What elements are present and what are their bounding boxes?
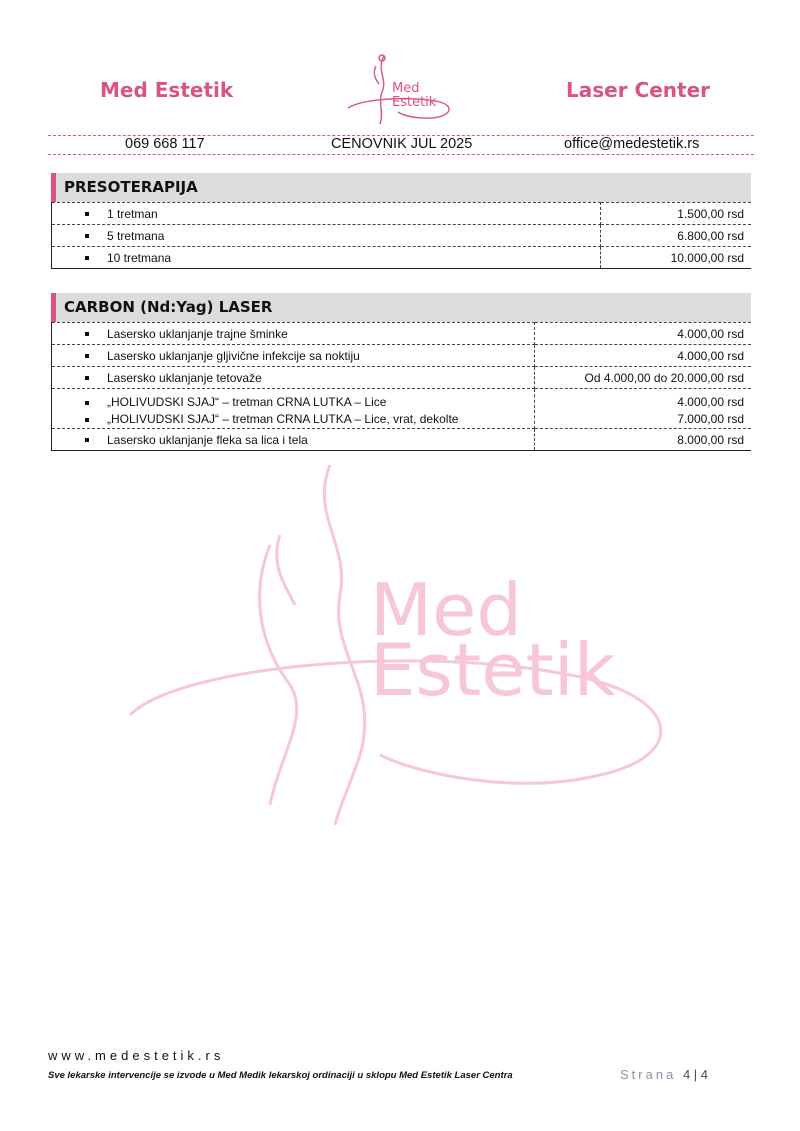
price-list-title: CENOVNIK JUL 2025: [331, 136, 473, 152]
contact-email: office@medestetik.rs: [564, 136, 700, 152]
treatment-price: Od 4.000,00 do 20.000,00 rsd: [584, 370, 744, 385]
treatment-name: Lasersko uklanjanje tetovaže: [107, 370, 262, 385]
med-estetik-logo: [344, 50, 456, 130]
treatment-name: „HOLIVUDSKI SJAJ“ – tretman CRNA LUTKA – Lice: [107, 395, 387, 409]
page-number: [620, 1067, 708, 1082]
watermark-text-estetik: Estetik: [370, 628, 616, 712]
price-table: [51, 322, 751, 451]
table-row: [52, 389, 752, 429]
bullet-icon: [85, 438, 89, 442]
treatment-name: „HOLIVUDSKI SJAJ“ – tretman CRNA LUTKA – Lice, vrat, dekolte: [107, 412, 459, 426]
table-row: [52, 429, 752, 451]
treatment-price: 6.800,00 rsd: [677, 228, 744, 243]
logo-text-med: Med: [392, 81, 420, 96]
table-row: [52, 323, 752, 345]
bullet-icon: [85, 354, 89, 358]
bullet-icon: [85, 332, 89, 336]
watermark-logo: [120, 455, 680, 825]
page-number-value: 4 | 4: [682, 1067, 708, 1082]
brand-right: Laser Center: [566, 78, 711, 102]
treatment-price: 4.000,00 rsd: [677, 326, 744, 341]
treatment-name: Lasersko uklanjanje gljivične infekcije sa noktiju: [107, 348, 360, 363]
page-label: Strana: [620, 1067, 677, 1082]
footer-note: Sve lekarske intervencije se izvode u Med Medik lekarskoj ordinaciji u sklopu Med Estetik Laser Centra: [48, 1070, 513, 1081]
contact-phone: 069 668 117: [125, 136, 205, 152]
treatment-name: 10 tretmana: [107, 250, 172, 265]
treatment-price: 4.000,00 rsd: [677, 395, 744, 409]
bullet-icon: [85, 234, 89, 238]
footer-website: www.medestetik.rs: [48, 1048, 225, 1063]
brand-left: Med Estetik: [100, 78, 234, 102]
treatment-price: 10.000,00 rsd: [670, 250, 744, 265]
section-carbon-laser: [51, 293, 751, 451]
bullet-icon: [85, 376, 89, 380]
section-presoterapija: [51, 173, 751, 269]
treatment-name: Lasersko uklanjanje fleka sa lica i tela: [107, 432, 308, 447]
treatment-price: 1.500,00 rsd: [677, 206, 744, 221]
bullet-icon: [85, 418, 89, 422]
table-row: [52, 203, 752, 225]
table-row: [52, 367, 752, 389]
treatment-name: 5 tretmana: [107, 228, 165, 243]
bullet-icon: [85, 212, 89, 216]
header-divider-bottom: [48, 154, 754, 155]
treatment-name: Lasersko uklanjanje trajne šminke: [107, 326, 288, 341]
treatment-price: 8.000,00 rsd: [677, 432, 744, 447]
section-title: PRESOTERAPIJA: [51, 173, 751, 202]
bullet-icon: [85, 256, 89, 260]
treatment-price: 7.000,00 rsd: [677, 412, 744, 426]
price-table: [51, 202, 751, 269]
logo-text-estetik: Estetik: [392, 95, 437, 110]
table-row: [52, 225, 752, 247]
treatment-name: 1 tretman: [107, 206, 158, 221]
treatment-price: 4.000,00 rsd: [677, 348, 744, 363]
table-row: [52, 247, 752, 269]
table-row: [52, 345, 752, 367]
section-title: CARBON (Nd:Yag) LASER: [51, 293, 751, 322]
watermark-text-med: Med: [370, 568, 523, 652]
bullet-icon: [85, 401, 89, 405]
